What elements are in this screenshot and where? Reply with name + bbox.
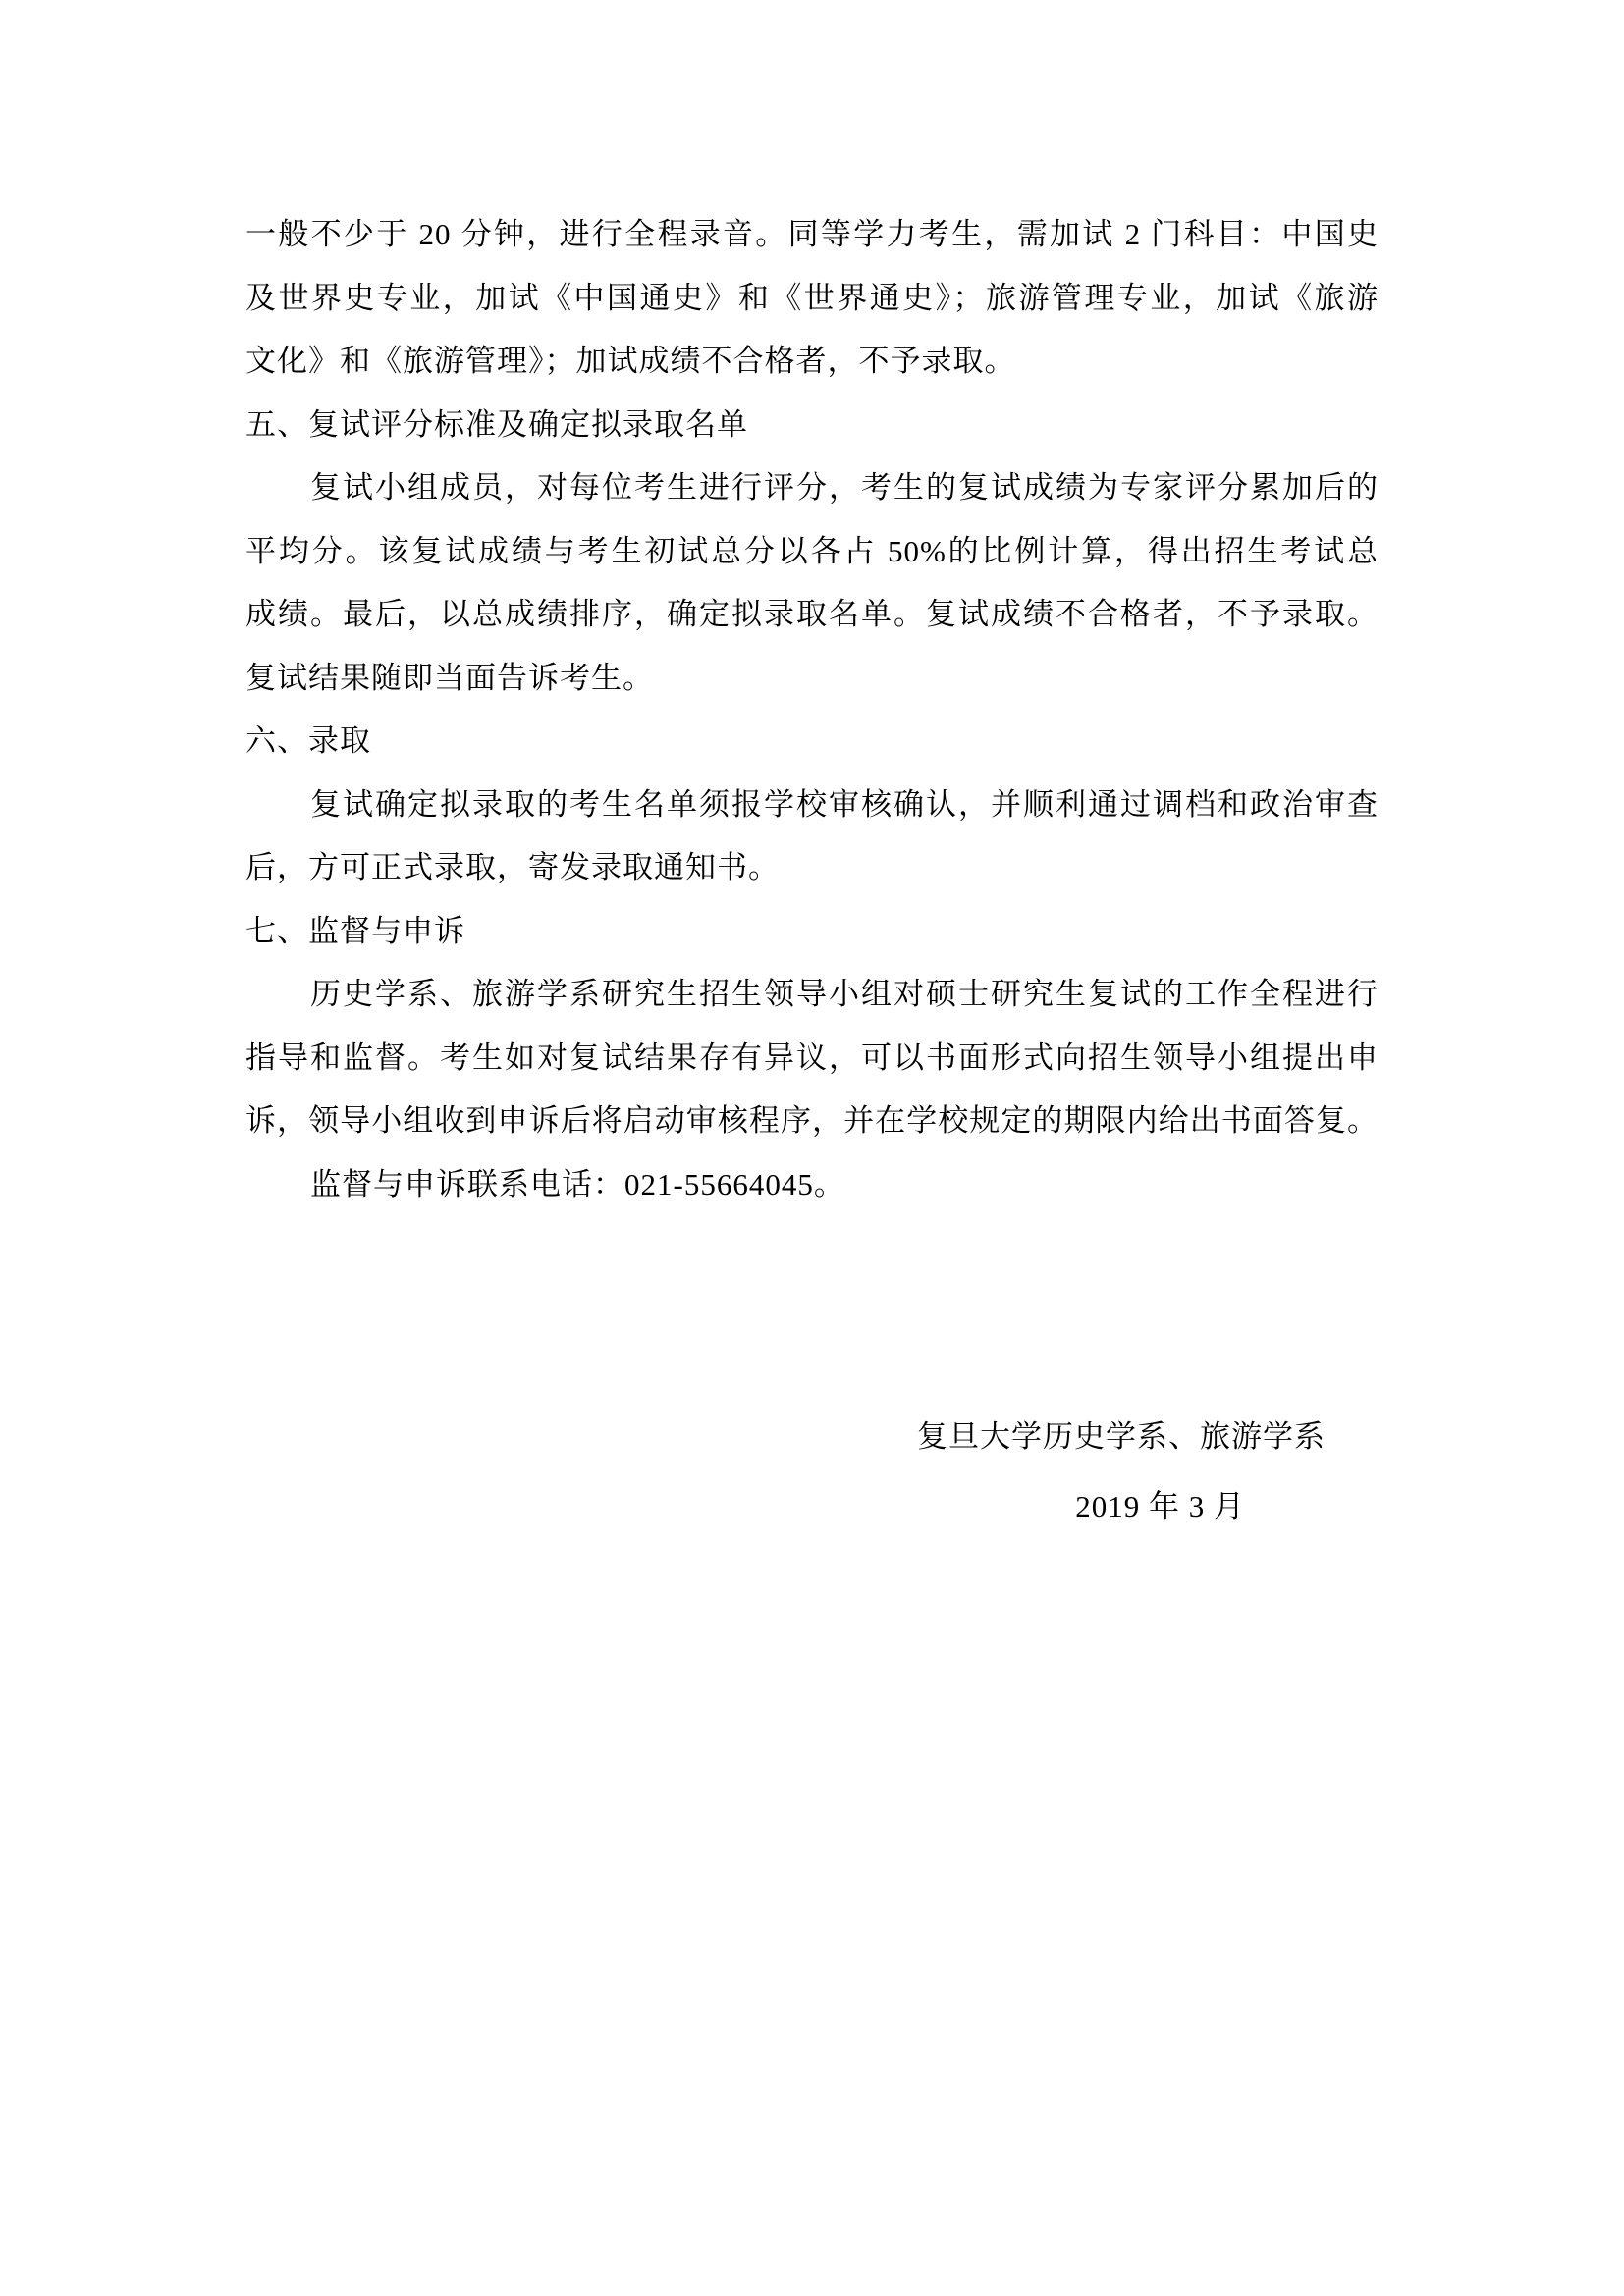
signature-block bbox=[245, 1406, 1379, 1538]
section-heading-five: 五、复试评分标准及确定拟录取名单 bbox=[245, 406, 748, 442]
paragraph-line: 平均分。该复试成绩与考生初试总分以各占 50%的比例计算，得出招生考试总 bbox=[245, 533, 1379, 568]
section-heading-six: 六、录取 bbox=[245, 723, 371, 758]
paragraph-line: 一般不少于 20 分钟，进行全程录音。同等学力考生，需加试 2 门科目：中国史 bbox=[245, 217, 1379, 251]
document-body bbox=[245, 203, 1379, 1538]
paragraph-line: 后，方可正式录取，寄发录取通知书。 bbox=[245, 850, 780, 884]
signature-line: 复旦大学历史学系、旅游学系 bbox=[917, 1419, 1326, 1454]
paragraph-line: 及世界史专业，加试《中国通史》和《世界通史》；旅游管理专业，加试《旅游 bbox=[245, 280, 1379, 315]
date-line: 2019 年 3 月 bbox=[1075, 1488, 1245, 1523]
contact-phone-line: 监督与申诉联系电话：021-55664045。 bbox=[310, 1166, 845, 1201]
paragraph-line: 成绩。最后，以总成绩排序，确定拟录取名单。复试成绩不合格者，不予录取。 bbox=[245, 597, 1379, 631]
paragraph-line: 复试小组成员，对每位考生进行评分，考生的复试成绩为专家评分累加后的 bbox=[310, 470, 1379, 505]
paragraph-line: 诉，领导小组收到申诉后将启动审核程序，并在学校规定的期限内给出书面答复。 bbox=[245, 1103, 1379, 1138]
section-heading-seven: 七、监督与申诉 bbox=[245, 913, 465, 948]
paragraph-line: 复试确定拟录取的考生名单须报学校审核确认，并顺利通过调档和政治审查 bbox=[310, 786, 1379, 822]
paragraph-line: 指导和监督。考生如对复试结果存有异议，可以书面形式向招生领导小组提出申 bbox=[245, 1040, 1379, 1075]
paragraph-line: 文化》和《旅游管理》；加试成绩不合格者，不予录取。 bbox=[245, 344, 1016, 378]
paragraph-line: 历史学系、旅游学系研究生招生领导小组对硕士研究生复试的工作全程进行 bbox=[310, 977, 1379, 1011]
paragraph-line: 复试结果随即当面告诉考生。 bbox=[245, 660, 654, 695]
